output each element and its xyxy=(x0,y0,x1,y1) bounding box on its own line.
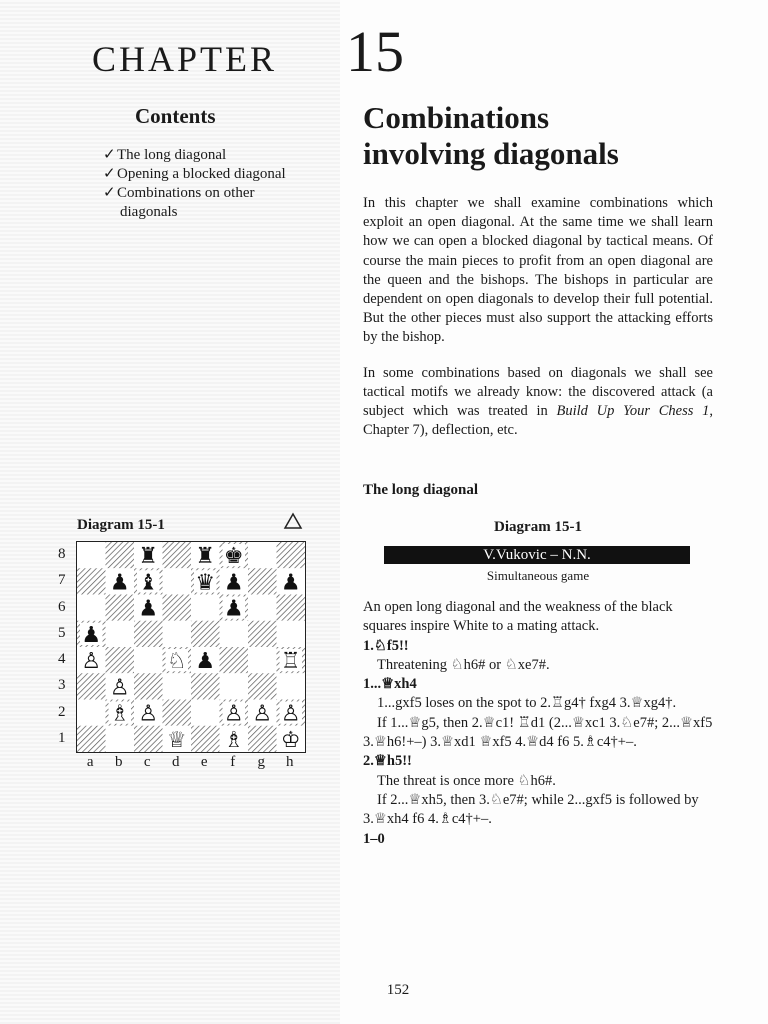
dark-square xyxy=(163,542,192,568)
file-label: d xyxy=(172,754,180,770)
contents-item-continuation: diagonals xyxy=(120,204,178,220)
dark-square xyxy=(277,542,306,568)
dark-square xyxy=(134,673,163,699)
chess-piece-f1: ♗ xyxy=(223,727,244,753)
chapter-number: 15 xyxy=(346,19,404,84)
game-comment: Threatening ♘h6# or ♘xe7#. xyxy=(377,656,550,673)
game-comment: An open long diagonal and the weakness of the black squares inspire White to a mating attack. xyxy=(363,599,673,635)
dark-square xyxy=(191,673,220,699)
dark-square xyxy=(163,595,192,621)
dark-square xyxy=(248,673,277,699)
file-label: b xyxy=(115,754,123,770)
intro-paragraph: In some combinations based on diagonals we shall see tactical motifs we already know: the discovered attack (a subject which was treated in Build Up Your Chess 1, Chapter 7), deflection, etc. xyxy=(363,364,714,439)
game-move: 1.♘f5!! xyxy=(363,637,409,654)
diagram-label: Diagram 15-1 xyxy=(77,517,165,533)
light-square xyxy=(191,595,220,621)
chess-piece-h4: ♖ xyxy=(280,649,301,675)
check-icon: ✓ xyxy=(103,185,116,201)
chess-piece-c6: ♟ xyxy=(138,596,159,622)
dark-square xyxy=(77,568,106,594)
chess-piece-c8: ♜ xyxy=(138,544,159,570)
game-comment: If 2...♕xh5, then 3.♘e7#; while 2...gxf5 is followed by 3.♕xh4 f6 4.♗c4†+–. xyxy=(363,791,699,828)
rank-label: 1 xyxy=(58,729,66,746)
white-to-move-triangle-icon xyxy=(283,512,303,530)
contents-item: ✓The long diagonal xyxy=(103,147,227,163)
intro-paragraph: In this chapter we shall examine combinations which exploit an open diagonal. At the same time we shall learn how we can open a blocked diagonal by tactical means. Of course the main pieces to profit from an open diagonal are the queen and the bishops. The bishops in particular are dependent on open diagonals to develop their full potential. But the other pieces must also support the attacking efforts by the bishop. xyxy=(363,195,713,346)
dark-square xyxy=(106,647,135,673)
file-label: f xyxy=(230,754,236,770)
dark-square xyxy=(106,542,135,568)
light-square xyxy=(163,568,192,594)
file-label: e xyxy=(200,754,208,770)
check-icon: ✓ xyxy=(103,166,116,182)
file-label: h xyxy=(286,754,294,770)
light-square xyxy=(277,673,306,699)
dark-square xyxy=(248,568,277,594)
dark-square xyxy=(106,595,135,621)
file-label: g xyxy=(257,754,265,770)
chess-piece-e7: ♛ xyxy=(195,570,216,596)
game-annotation xyxy=(363,598,713,849)
chess-piece-g2: ♙ xyxy=(252,701,273,727)
light-square xyxy=(220,673,249,699)
players-banner: V.Vukovic – N.N. xyxy=(384,546,690,564)
dark-square xyxy=(191,726,220,752)
light-square xyxy=(248,542,277,568)
chess-piece-h2: ♙ xyxy=(280,701,301,727)
game-move: 1...♕xh4 xyxy=(363,676,417,693)
dark-square xyxy=(134,726,163,752)
dark-square xyxy=(248,726,277,752)
dark-square xyxy=(191,621,220,647)
dark-square xyxy=(248,621,277,647)
file-label: a xyxy=(86,754,94,770)
chess-piece-a5: ♟ xyxy=(81,622,102,648)
rank-label: 6 xyxy=(58,598,66,615)
chess-piece-d4: ♘ xyxy=(166,649,187,675)
light-square xyxy=(106,726,135,752)
chess-piece-h7: ♟ xyxy=(280,570,301,596)
rank-labels xyxy=(58,541,72,751)
chess-piece-h1: ♔ xyxy=(280,727,301,753)
light-square xyxy=(191,700,220,726)
event-label: Simultaneous game xyxy=(486,568,590,583)
chess-piece-f2: ♙ xyxy=(223,701,244,727)
dark-square xyxy=(163,700,192,726)
game-move: 1–0 xyxy=(363,830,385,847)
contents-item: ✓Combinations on other xyxy=(103,185,255,201)
chess-board xyxy=(76,541,306,753)
section-heading: The long diagonal xyxy=(363,482,479,498)
game-comment: The threat is once more ♘h6#. xyxy=(377,772,556,789)
rank-label: 2 xyxy=(58,703,66,720)
chess-piece-b3: ♙ xyxy=(109,675,130,701)
intro-text xyxy=(363,194,713,456)
game-move: 2.♕h5!! xyxy=(363,753,412,770)
rank-label: 4 xyxy=(58,651,66,667)
light-square xyxy=(77,595,106,621)
file-labels xyxy=(76,754,304,771)
chess-piece-f8: ♚ xyxy=(223,544,244,570)
light-square xyxy=(134,647,163,673)
page-number: 152 xyxy=(386,982,410,998)
chapter-label: CHAPTER xyxy=(92,39,278,79)
dark-square xyxy=(134,621,163,647)
light-square xyxy=(77,542,106,568)
rank-label: 8 xyxy=(58,546,66,562)
dark-square xyxy=(77,726,106,752)
rank-label: 3 xyxy=(58,677,66,694)
light-square xyxy=(106,621,135,647)
book-title: Build Up Your Chess 1 xyxy=(556,403,710,420)
light-square xyxy=(277,621,306,647)
contents-title: Contents xyxy=(135,104,216,128)
contents-item: ✓Opening a blocked diagonal xyxy=(103,166,286,182)
chess-piece-b7: ♟ xyxy=(109,570,130,596)
dark-square xyxy=(277,595,306,621)
light-square xyxy=(77,700,106,726)
rank-label: 5 xyxy=(58,624,66,641)
chess-piece-f7: ♟ xyxy=(223,570,244,596)
light-square xyxy=(163,673,192,699)
chess-piece-c2: ♙ xyxy=(138,701,159,727)
chess-piece-a4: ♙ xyxy=(81,649,102,675)
chess-piece-e8: ♜ xyxy=(195,544,216,570)
dark-square xyxy=(77,673,106,699)
light-square xyxy=(163,621,192,647)
chess-piece-f6: ♟ xyxy=(223,596,244,622)
contents-list xyxy=(103,146,323,222)
check-icon: ✓ xyxy=(103,147,116,163)
chess-piece-d1: ♕ xyxy=(166,727,187,753)
chess-piece-b2: ♗ xyxy=(109,701,130,727)
game-comment: If 1...♕g5, then 2.♕c1! ♖d1 (2...♕xc1 3.♘e7#; 2...♕xf5 3.♕h6!+–) 3.♕xd1 ♕xf5 4.♕d4 f6 5.♗c4†+–. xyxy=(363,714,713,751)
game-diagram-label: Diagram 15-1 xyxy=(494,519,582,535)
light-square xyxy=(248,647,277,673)
chapter-title: Combinations involving diagonals xyxy=(363,100,619,171)
game-comment: 1...gxf5 loses on the spot to 2.♖g4† fxg4 3.♕xg4†. xyxy=(377,695,677,712)
chess-piece-c7: ♝ xyxy=(138,570,159,596)
light-square xyxy=(220,621,249,647)
file-label: c xyxy=(143,754,151,770)
light-square xyxy=(248,595,277,621)
rank-label: 7 xyxy=(58,572,66,589)
chess-piece-e4: ♟ xyxy=(195,649,216,675)
dark-square xyxy=(220,647,249,673)
